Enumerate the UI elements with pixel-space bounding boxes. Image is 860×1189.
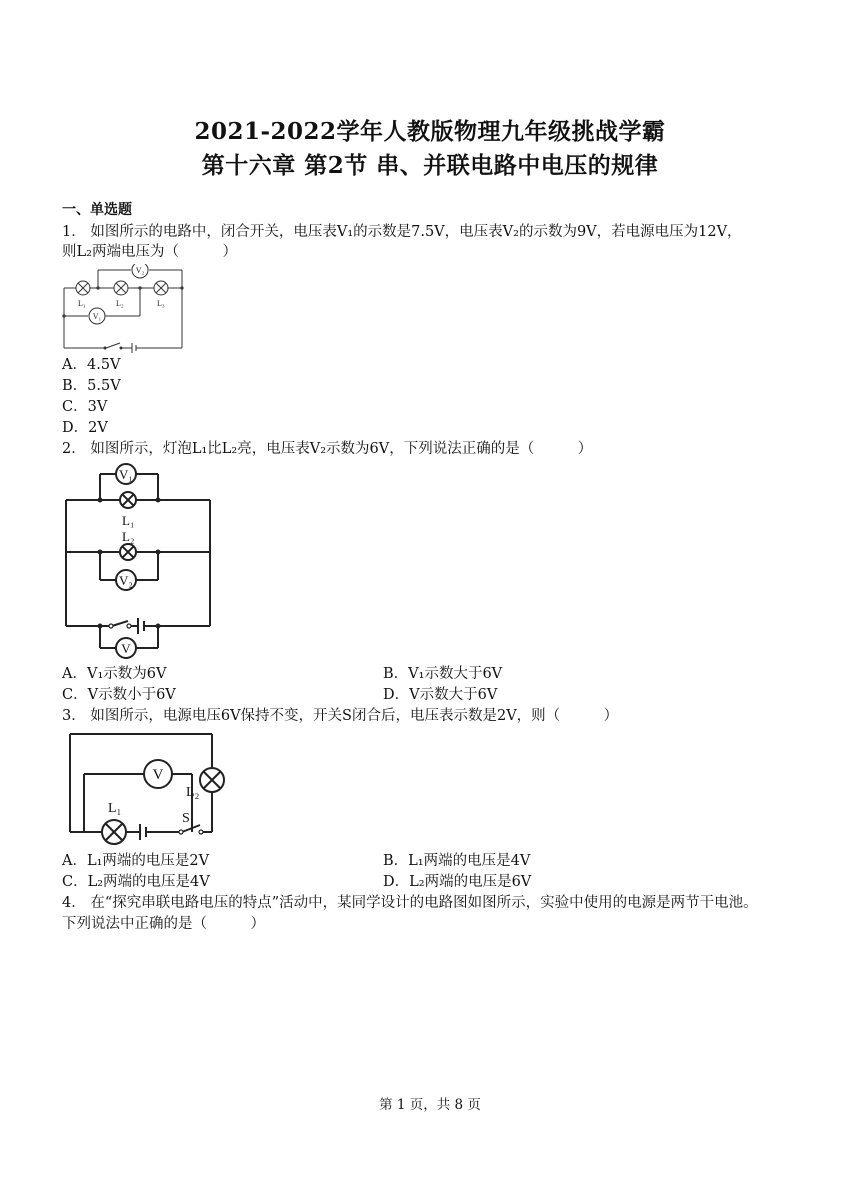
option-label: A．: [62, 666, 87, 682]
option-b: [62, 376, 121, 396]
option-text: 5.5V: [87, 378, 121, 394]
question-text: 在“探究串联电路电压的特点”活动中，某同学设计的电路图如图所示，实验中使用的电源是两节干电池。: [90, 895, 758, 911]
option-text: 2V: [88, 420, 108, 436]
option-label: C．: [62, 874, 88, 890]
voltmeter-v1-label: V₁: [92, 312, 102, 321]
option-text: 3V: [87, 399, 108, 415]
option-label: D．: [62, 420, 89, 436]
option-c: [62, 872, 210, 892]
page-subtitle: 第十六章 第2节 串、并联电路中电压的规律: [201, 152, 659, 179]
option-d: [383, 872, 531, 892]
option-text: V示数小于6V: [87, 687, 176, 703]
question-4-stem-cont: 下列说法中正确的是（ ）: [62, 916, 265, 932]
circuit-diagram-1: [58, 264, 188, 354]
lamp-l2-label: L₂: [122, 529, 135, 544]
question-1-stem: [62, 222, 742, 242]
option-text: L₂两端的电压是6V: [409, 874, 532, 890]
question-text: 如图所示的电路中，闭合开关，电压表V₁的示数是7.5V，电压表V₂的示数为9V，若电源电压为12V，: [90, 224, 742, 240]
lamp-l2-label: L₂: [116, 299, 124, 308]
option-text: 4.5V: [86, 357, 121, 373]
option-text: L₁两端的电压是2V: [86, 853, 210, 869]
option-label: A．: [62, 853, 87, 869]
option-a: [62, 851, 209, 871]
option-d: [383, 685, 497, 705]
question-2-stem: [62, 439, 592, 459]
option-a: [62, 355, 121, 375]
lamp-l1-label: L₁: [78, 299, 86, 308]
voltmeter-v-label: V: [121, 641, 131, 656]
option-c: [62, 685, 176, 705]
option-text: V₁示数大于6V: [408, 666, 503, 682]
option-label: C．: [62, 399, 88, 415]
lamp-l3-label: L₃: [157, 299, 165, 308]
page-number: 第 1 页，共 8 页: [379, 1097, 481, 1113]
question-number: 1．: [62, 224, 86, 240]
section-heading: 一、单选题: [62, 202, 132, 218]
option-label: D．: [383, 687, 410, 703]
question-number: 4．: [62, 895, 86, 911]
voltmeter-v2-label: V₂: [135, 266, 145, 275]
question-number: 3．: [62, 708, 86, 724]
question-text: 如图所示，灯泡L₁比L₂亮，电压表V₂示数为6V，下列说法正确的是（ ）: [90, 441, 593, 457]
lamp-l1-label: L₁: [122, 513, 135, 528]
voltmeter-v1-label: V₁: [119, 467, 133, 482]
option-label: C．: [62, 687, 88, 703]
circuit-diagram-2: [58, 460, 218, 662]
voltmeter-v2-label: V₂: [119, 573, 133, 588]
page-title: 2021-2022学年人教版物理九年级挑战学霸: [194, 118, 666, 145]
option-c: [62, 397, 107, 417]
lamp-l1-label: L₁: [108, 801, 122, 816]
option-a: [62, 664, 166, 684]
question-number: 2．: [62, 441, 86, 457]
option-label: A．: [62, 357, 87, 373]
option-text: V₁示数为6V: [86, 666, 167, 682]
question-text: 如图所示，电源电压6V保持不变，开关S闭合后，电压表示数是2V，则（ ）: [90, 708, 619, 724]
question-3-stem: [62, 706, 618, 726]
question-4-stem: [62, 893, 758, 913]
option-text: L₁两端的电压是4V: [408, 853, 531, 869]
voltmeter-v-label: V: [152, 767, 164, 783]
option-label: B．: [383, 853, 409, 869]
question-1-stem-cont: 则L₂两端电压为（ ）: [62, 244, 237, 260]
option-b: [383, 664, 502, 684]
switch-s-label: S: [182, 811, 190, 826]
option-label: B．: [383, 666, 409, 682]
option-d: [62, 418, 108, 438]
option-text: L₂两端的电压是4V: [87, 874, 210, 890]
option-b: [383, 851, 530, 871]
circuit-diagram-3: [62, 728, 242, 846]
lamp-l2-label: L₂: [186, 785, 200, 800]
option-label: D．: [383, 874, 410, 890]
option-text: V示数大于6V: [409, 687, 498, 703]
option-label: B．: [62, 378, 88, 394]
